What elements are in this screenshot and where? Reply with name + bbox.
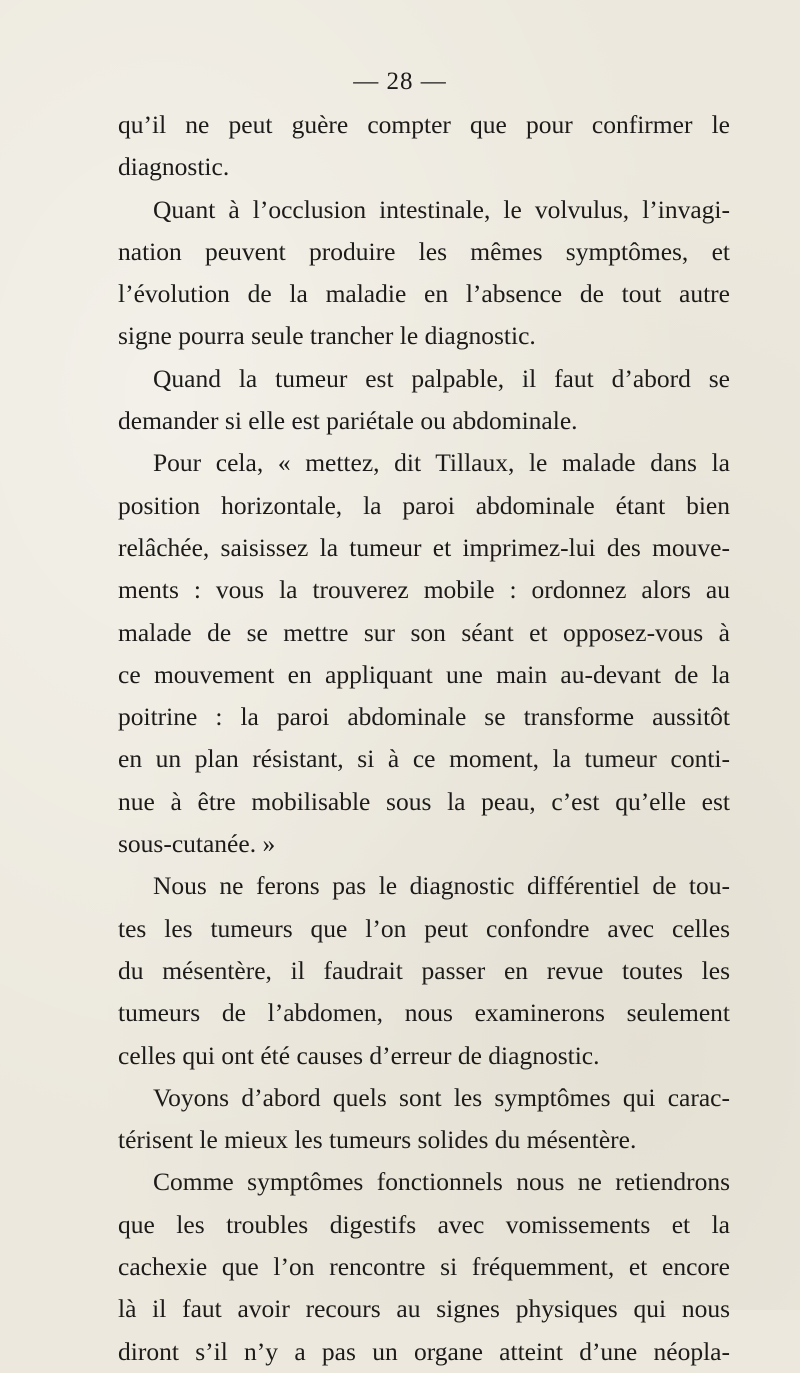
text-line: que les troubles digestifs avec vomissements et la: [118, 1209, 730, 1239]
page-number: — 28 —: [353, 68, 447, 95]
text-line: tumeurs de l’abdomen, nous examinerons seulement: [118, 998, 730, 1028]
text-line: malade de se mettre sur son séant et opposez-vous à: [118, 617, 730, 647]
text-line: nue à être mobilisable sous la peau, c’est qu’elle est: [118, 786, 730, 816]
text-line: Comme symptômes fonctionnels nous ne retiendrons: [153, 1167, 730, 1197]
text-line: du mésentère, il faudrait passer en revue toutes les: [118, 955, 730, 985]
text-line: qu’il ne peut guère compter que pour confirmer le: [118, 110, 730, 139]
text-line: nation peuvent produire les mêmes symptômes, et: [118, 236, 730, 266]
text-line: relâchée, saisissez la tumeur et imprimez-lui des mouve-: [118, 532, 730, 562]
text-line: cachexie que l’on rencontre si fréquemment, et encore: [118, 1252, 730, 1282]
text-line: l’évolution de la maladie en l’absence de tout autre: [118, 279, 730, 309]
text-line: Voyons d’abord quels sont les symptômes qui carac-: [153, 1082, 730, 1112]
text-line: là il faut avoir recours au signes physiques qui nous: [118, 1294, 730, 1324]
text-line: en un plan résistant, si à ce moment, la tumeur conti-: [118, 744, 730, 774]
text-line: Quand la tumeur est palpable, il faut d’abord se: [153, 363, 730, 393]
text-line: ments : vous la trouverez mobile : ordonnez alors au: [118, 575, 730, 605]
text-line: Nous ne ferons pas le diagnostic différentiel de tou-: [153, 871, 730, 901]
text-line: position horizontale, la paroi abdominale étant bien: [118, 490, 730, 520]
text-line: poitrine : la paroi abdominale se transforme aussitôt: [118, 702, 730, 732]
text-line: celles qui ont été causes d’erreur de diagnostic.: [118, 1040, 600, 1070]
text-line: signe pourra seule trancher le diagnostic.: [118, 321, 536, 351]
text-line: diagnostic.: [118, 152, 230, 182]
text-line: ce mouvement en appliquant une main au-devant de la: [118, 659, 730, 689]
body-text: [118, 104, 730, 1373]
text-line: Pour cela, « mettez, dit Tillaux, le malade dans la: [153, 448, 730, 478]
text-line: sous-cutanée. »: [118, 829, 276, 859]
text-line: demander si elle est pariétale ou abdominale.: [118, 406, 578, 436]
text-line: tes les tumeurs que l’on peut confondre avec celles: [118, 913, 730, 943]
text-line: térisent le mieux les tumeurs solides du mésentère.: [118, 1125, 637, 1155]
text-line: Quant à l’occlusion intestinale, le volvulus, l’invagi-: [153, 194, 730, 224]
text-line: diront s’il n’y a pas un organe atteint d’une néopla-: [118, 1336, 730, 1366]
